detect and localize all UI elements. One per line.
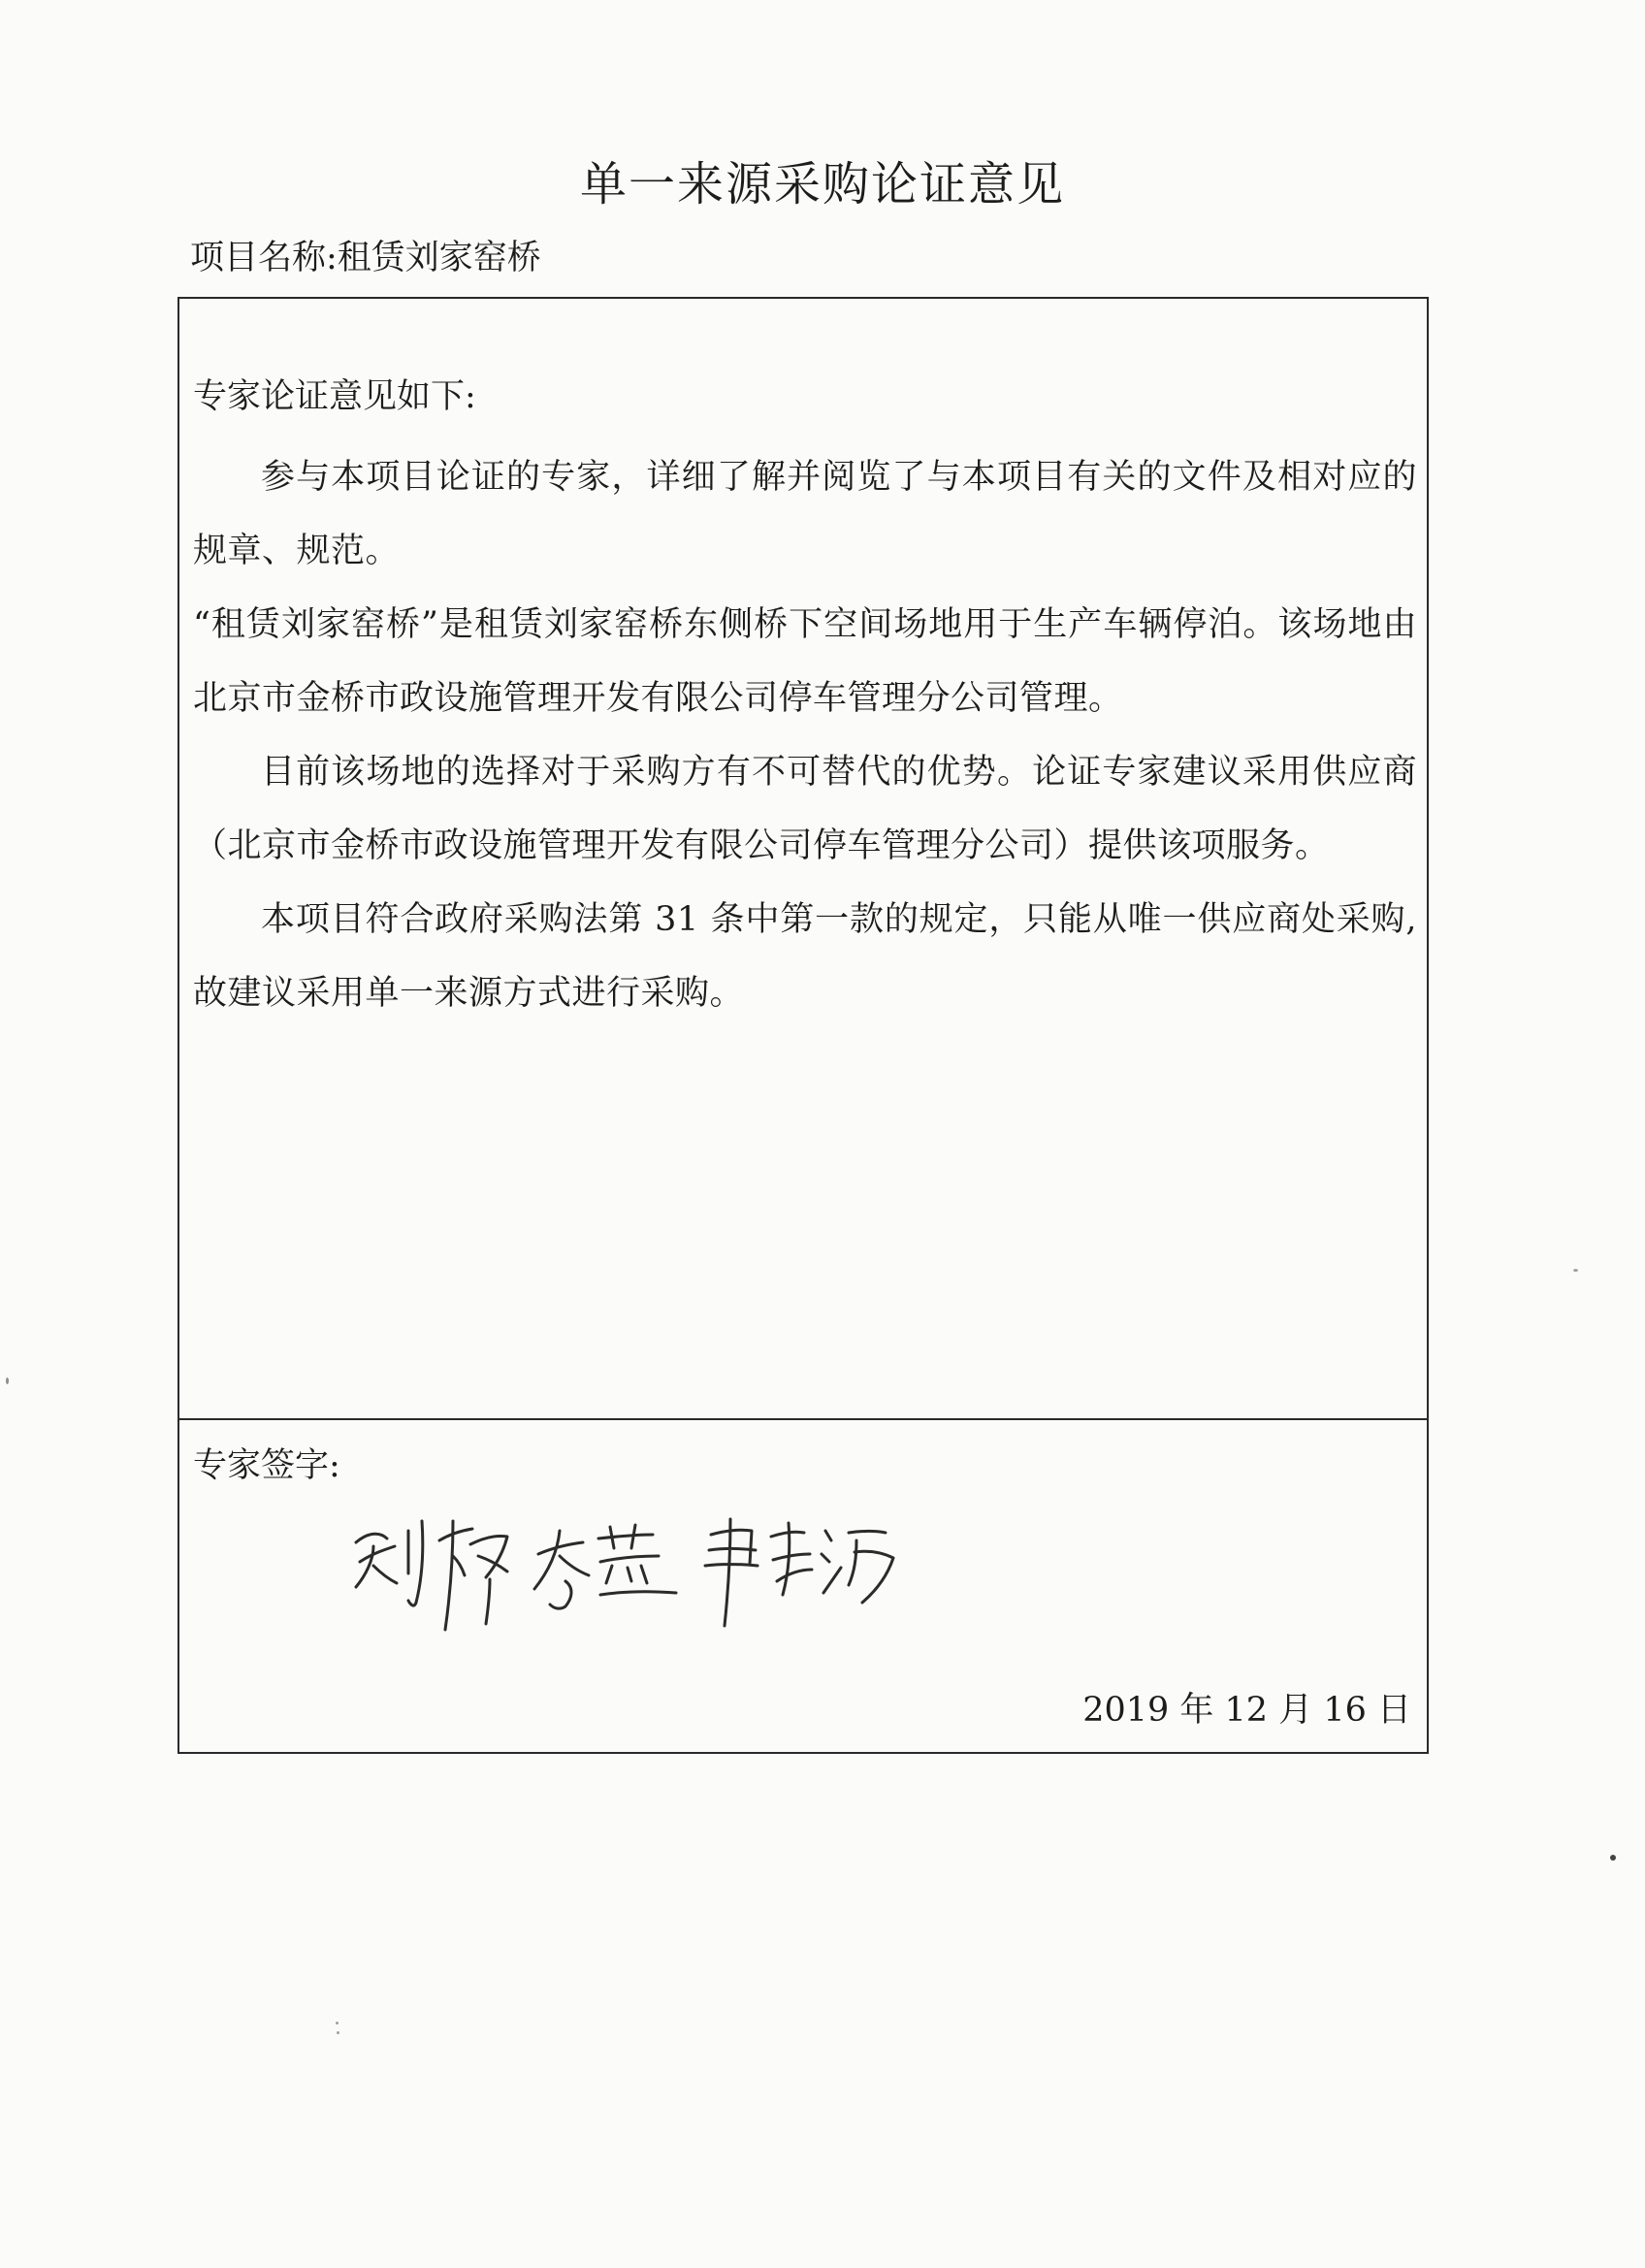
handwritten-signatures [344,1502,907,1637]
opinion-heading: 专家论证意见如下: [193,377,476,416]
scan-speck [6,1377,9,1384]
scan-speck [336,2022,339,2025]
opinion-paragraph: 参与本项目论证的专家，详细了解并阅览了与本项目有关的文件及相对应的规章、规范。 [193,458,1417,570]
page-title: 单一来源采购论证意见 [579,157,1065,211]
opinion-paragraph: “租赁刘家窑桥”是租赁刘家窑桥东侧桥下空间场地用于生产车辆停泊。该场地由北京市金桥市政设施管理开发有限公司停车管理分公司管理。 [193,605,1417,718]
scan-speck [1573,1269,1578,1272]
opinion-body [193,440,1417,1030]
opinion-paragraph: 本项目符合政府采购法第 31 条中第一款的规定，只能从唯一供应商处采购, 故建议采用单一来源方式进行采购。 [193,900,1417,1013]
signature-date: 2019 年 12 月 16 日 [1082,1691,1411,1730]
scan-speck [337,2031,339,2034]
project-name: 项目名称:租赁刘家窑桥 [190,239,541,277]
section-divider [179,1418,1427,1420]
opinion-paragraph: 目前该场地的选择对于采购方有不可替代的优势。论证专家建议采用供应商（北京市金桥市政设施管理开发有限公司停车管理分公司）提供该项服务。 [193,753,1417,865]
signature-label: 专家签字: [193,1446,340,1485]
scan-speck [1610,1855,1616,1861]
opinion-form [177,297,1429,1754]
